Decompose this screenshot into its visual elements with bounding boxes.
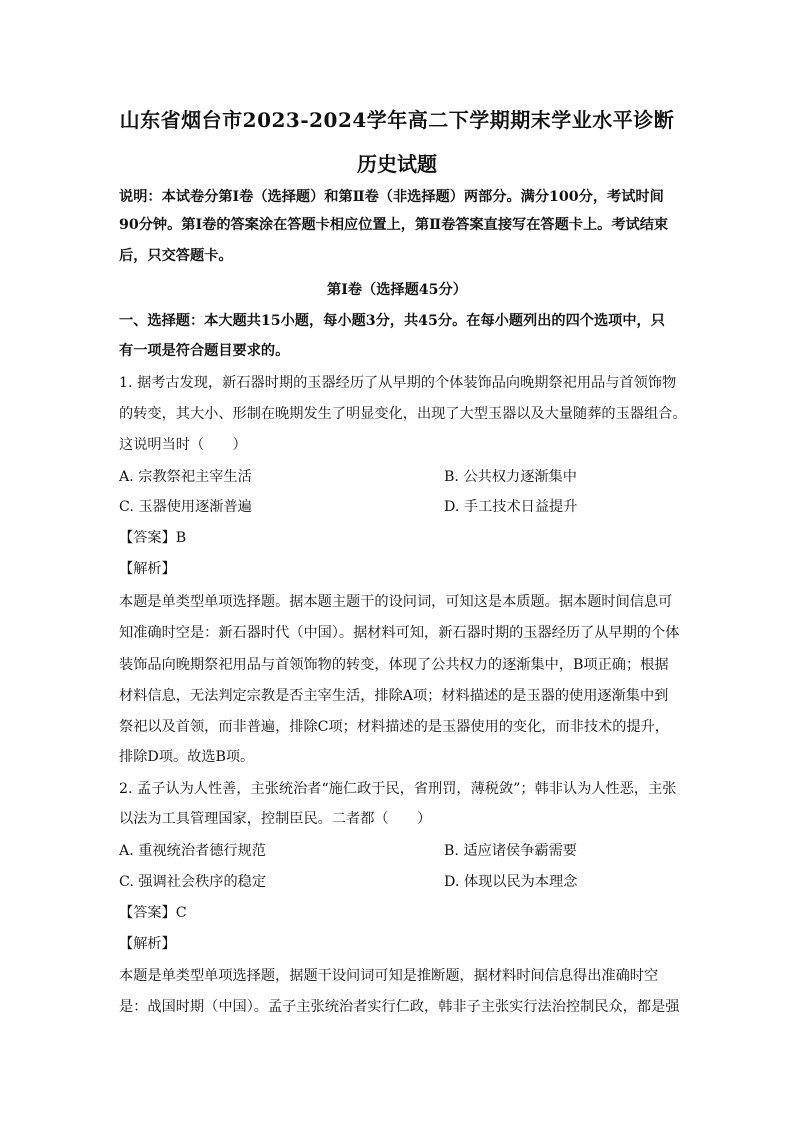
question-1-stem: 这说明当时（ ） <box>119 437 247 453</box>
q1-analysis-line: 祭祀以及首领，而非普遍，排除C项；材料描述的是玉器使用的变化，而非技术的提升， <box>119 719 669 735</box>
q2-option-b: B. 适应诸侯争霸需要 <box>444 843 577 859</box>
q2-analysis-line: 是：战国时期（中国）。孟子主张统治者实行仁政，韩非子主张实行法治控制民众，都是强 <box>119 999 680 1015</box>
q2-analysis-line: 本题是单类型单项选择题，据题干设问词可知是推断题，据材料时间信息得出准确时空 <box>119 968 659 984</box>
q2-analysis-label: 【解析】 <box>119 936 176 952</box>
q1-analysis-line: 装饰品向晚期祭祀用品与首领饰物的转变，体现了公共权力的逐渐集中，B项正确；根据 <box>119 657 669 673</box>
question-2-stem: 2. 孟子认为人性善，主张统治者“施仁政于民，省刑罚，薄税敛”；韩非认为人性恶，主张 <box>119 781 677 797</box>
q1-analysis-line: 材料信息，无法判定宗教是否主宰生活，排除A项；材料描述的是玉器的使用逐渐集中到 <box>119 688 669 704</box>
q2-option-a: A. 重视统治者德行规范 <box>119 843 266 859</box>
document-title: 山东省烟台市2023-2024学年高二下学期期末学业水平诊断 <box>119 108 675 132</box>
question-1-stem: 1. 据考古发现，新石器时期的玉器经历了从早期的个体装饰品向晚期祭祀用品与首领饰物 <box>119 375 677 391</box>
part-intro-line: 有一项是符合题目要求的。 <box>119 343 290 359</box>
q2-answer: 【答案】C <box>119 905 187 921</box>
q2-option-c: C. 强调社会秩序的稳定 <box>119 874 267 890</box>
q1-option-b: B. 公共权力逐渐集中 <box>444 469 577 485</box>
q2-option-d: D. 体现以民为本理念 <box>444 874 578 890</box>
q1-analysis-line: 知准确时空是：新石器时代（中国）。据材料可知，新石器时期的玉器经历了从早期的个体 <box>119 625 680 641</box>
instructions-line: 说明：本试卷分第Ⅰ卷（选择题）和第Ⅱ卷（非选择题）两部分。满分100分，考试时间 <box>119 189 664 205</box>
q1-option-d: D. 手工技术日益提升 <box>444 499 578 515</box>
q1-analysis-label: 【解析】 <box>119 561 176 577</box>
q1-answer: 【答案】B <box>119 530 187 546</box>
question-1-stem: 的转变，其大小、形制在晚期发生了明显变化，出现了大型玉器以及大量随葬的玉器组合。 <box>119 406 687 422</box>
q1-analysis-line: 本题是单类型单项选择题。据本题主题干的设问词，可知这是本质题。据本题时间信息可 <box>119 594 673 610</box>
document-subtitle: 历史试题 <box>357 152 437 176</box>
q1-option-c: C. 玉器使用逐渐普遍 <box>119 499 252 515</box>
instructions-line: 90分钟。第Ⅰ卷的答案涂在答题卡相应位置上，第Ⅱ卷答案直接写在答题卡上。考试结束 <box>119 217 669 233</box>
part-intro-line: 一、选择题：本大题共15小题，每小题3分，共45分。在每小题列出的四个选项中，只 <box>119 313 665 329</box>
section-heading: 第Ⅰ卷（选择题45分） <box>327 282 467 298</box>
instructions-line: 后，只交答题卡。 <box>119 248 233 264</box>
q1-option-a: A. 宗教祭祀主宰生活 <box>119 469 252 485</box>
q1-analysis-line: 排除D项。故选B项。 <box>119 749 255 765</box>
question-2-stem: 以法为工具管理国家，控制臣民。二者都（ ） <box>119 811 432 827</box>
